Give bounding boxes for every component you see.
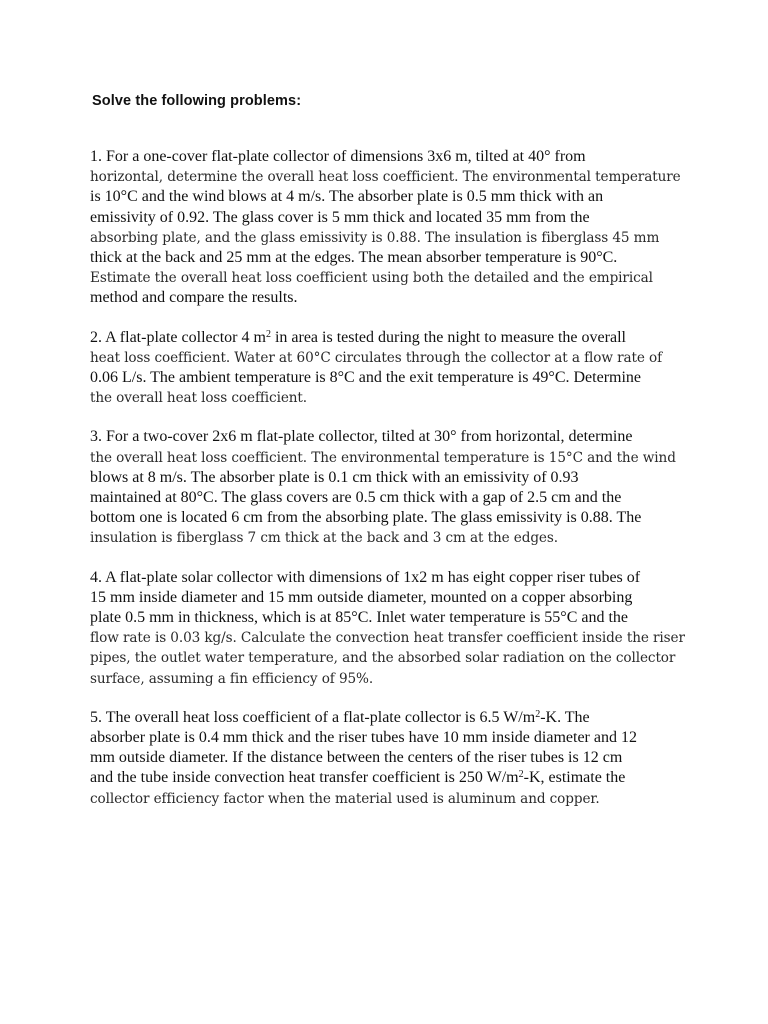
problem-line: 3. For a two-cover 2x6 m flat-plate collector, tilted at 30° from horizontal, determine [90,428,633,446]
line-text: in area is tested during the night to measure the overall [270,328,626,346]
problem-line: the overall heat loss coefficient. [90,390,308,407]
problem-line: bottom one is located 6 cm from the absorbing plate. The glass emissivity is 0.88. The [90,509,642,527]
problem-text [90,708,690,809]
problem-text [90,568,690,689]
problem-4 [90,568,690,689]
problem-text [90,328,690,409]
problem-line: surface, assuming a fin efficiency of 95%. [90,670,374,687]
problem-list [90,147,690,828]
problem-line: the overall heat loss coefficient. The environmental temperature is 15°C and the wind [90,449,676,466]
problem-line: horizontal, determine the overall heat loss coefficient. The environmental temperature [90,169,681,186]
problem-line: Estimate the overall heat loss coefficient using both the detailed and the empirical [90,270,653,287]
problem-line: method and compare the results. [90,289,298,307]
problem-line [90,328,690,348]
problem-line: blows at 8 m/s. The absorber plate is 0.1 cm thick with an emissivity of 0.93 [90,468,579,486]
superscript: 2 [265,328,271,340]
problem-line: emissivity of 0.92. The glass cover is 5 mm thick and located 35 mm from the [90,208,590,226]
problem-text [90,147,690,309]
problem-text [90,427,690,548]
problem-line: is 10°C and the wind blows at 4 m/s. The absorber plate is 0.5 mm thick with an [90,188,604,206]
document-heading: Solve the following problems: [92,93,302,109]
problem-5 [90,708,690,809]
problem-line: collector efficiency factor when the material used is aluminum and copper. [90,790,600,807]
problem-line: thick at the back and 25 mm at the edges. The mean absorber temperature is 90°C. [90,249,618,267]
problem-line: 1. For a one-cover flat-plate collector of dimensions 3x6 m, tilted at 40° from [90,148,586,165]
problem-line [90,708,690,728]
line-text: -K. The [540,708,590,726]
line-text: -K, estimate the [523,769,626,787]
line-text: and the tube inside convection heat transfer coefficient is 250 W/m [90,769,519,787]
problem-2 [90,328,690,409]
problem-line: flow rate is 0.03 kg/s. Calculate the convection heat transfer coefficient inside the riser [90,630,685,647]
problem-line: 0.06 L/s. The ambient temperature is 8°C and the exit temperature is 49°C. Determine [90,369,642,387]
problem-line [90,768,690,788]
superscript: 2 [535,708,541,720]
problem-line: 15 mm inside diameter and 15 mm outside diameter, mounted on a copper absorbing [90,588,633,606]
line-text: 5. The overall heat loss coefficient of a flat-plate collector is 6.5 W/m [90,708,536,726]
problem-line: maintained at 80°C. The glass covers are 0.5 cm thick with a gap of 2.5 cm and the [90,489,622,507]
problem-line: mm outside diameter. If the distance between the centers of the riser tubes is 12 cm [90,749,623,767]
problem-line: insulation is fiberglass 7 cm thick at the back and 3 cm at the edges. [90,530,558,547]
problem-line: pipes, the outlet water temperature, and the absorbed solar radiation on the collector [90,650,676,667]
problem-line: plate 0.5 mm in thickness, which is at 85°C. Inlet water temperature is 55°C and the [90,609,629,627]
line-text: 2. A flat-plate collector 4 m [90,328,266,346]
superscript: 2 [518,769,524,781]
problem-line: 4. A flat-plate solar collector with dimensions of 1x2 m has eight copper riser tubes of [90,568,641,586]
problem-1 [90,147,690,309]
problem-line: absorbing plate, and the glass emissivity is 0.88. The insulation is fiberglass 45 mm [90,229,660,246]
problem-3 [90,427,690,548]
problem-line: heat loss coefficient. Water at 60°C circulates through the collector at a flow rate of [90,349,663,366]
problem-line: absorber plate is 0.4 mm thick and the riser tubes have 10 mm inside diameter and 12 [90,729,637,747]
